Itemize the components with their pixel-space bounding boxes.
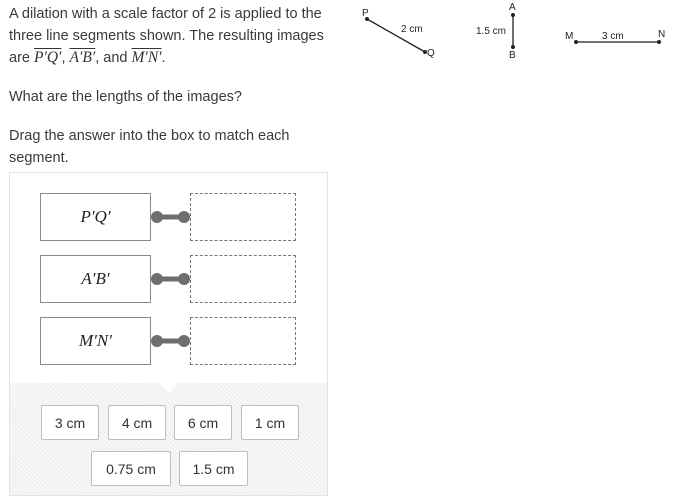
answer-chip-1cm[interactable]: 1 cm — [241, 405, 299, 440]
label-p: P — [362, 8, 369, 19]
segment-box-ab: A′B′ — [40, 255, 151, 303]
connector-icon — [150, 272, 192, 286]
segment-box-mn: M′N′ — [40, 317, 151, 365]
segment-label-ab: A′B′ — [69, 49, 96, 66]
drag-drop-panel — [9, 172, 328, 496]
drag-instructions: Drag the answer into the box to match each segment. — [9, 128, 290, 166]
question-text — [9, 3, 329, 169]
segments-figure — [345, 0, 681, 70]
point-m — [574, 40, 578, 44]
drop-zone-ab[interactable] — [190, 255, 296, 303]
match-row — [40, 193, 300, 241]
match-row — [40, 317, 300, 365]
question-ask: What are the lengths of the images? — [9, 89, 242, 105]
label-m: M — [565, 31, 574, 42]
label-n: N — [658, 29, 666, 40]
question-prompt — [9, 3, 329, 69]
point-n — [657, 40, 661, 44]
label-b: B — [509, 50, 516, 61]
answer-chip-0-75cm[interactable]: 0.75 cm — [91, 451, 171, 486]
label-a: A — [509, 2, 516, 13]
label-pq-length: 2 cm — [401, 24, 423, 35]
drop-zone-mn[interactable] — [190, 317, 296, 365]
point-a — [511, 13, 515, 17]
segment-label-pq: P′Q′ — [34, 49, 62, 66]
connector-icon — [150, 210, 192, 224]
label-ab-length: 1.5 cm — [476, 26, 507, 37]
label-q: Q — [427, 48, 435, 59]
answer-tray — [10, 383, 327, 495]
answer-chip-6cm[interactable]: 6 cm — [174, 405, 232, 440]
prompt-end: . — [161, 50, 166, 66]
point-b — [511, 45, 515, 49]
answer-chip-1-5cm[interactable]: 1.5 cm — [179, 451, 248, 486]
answer-chip-3cm[interactable]: 3 cm — [41, 405, 99, 440]
answer-chip-4cm[interactable]: 4 cm — [108, 405, 166, 440]
segment-box-pq: P′Q′ — [40, 193, 151, 241]
prompt-intro: A dilation with a scale factor of 2 is applied to the three line segments shown. The resulting images are — [9, 6, 324, 66]
tray-notch — [159, 373, 179, 393]
drop-zone-pq[interactable] — [190, 193, 296, 241]
segment-label-mn: M′N′ — [131, 49, 162, 66]
prompt-separator: , — [61, 50, 66, 66]
prompt-separator: , and — [95, 50, 128, 66]
connector-icon — [150, 334, 192, 348]
match-row — [40, 255, 300, 303]
label-mn-length: 3 cm — [602, 31, 624, 42]
